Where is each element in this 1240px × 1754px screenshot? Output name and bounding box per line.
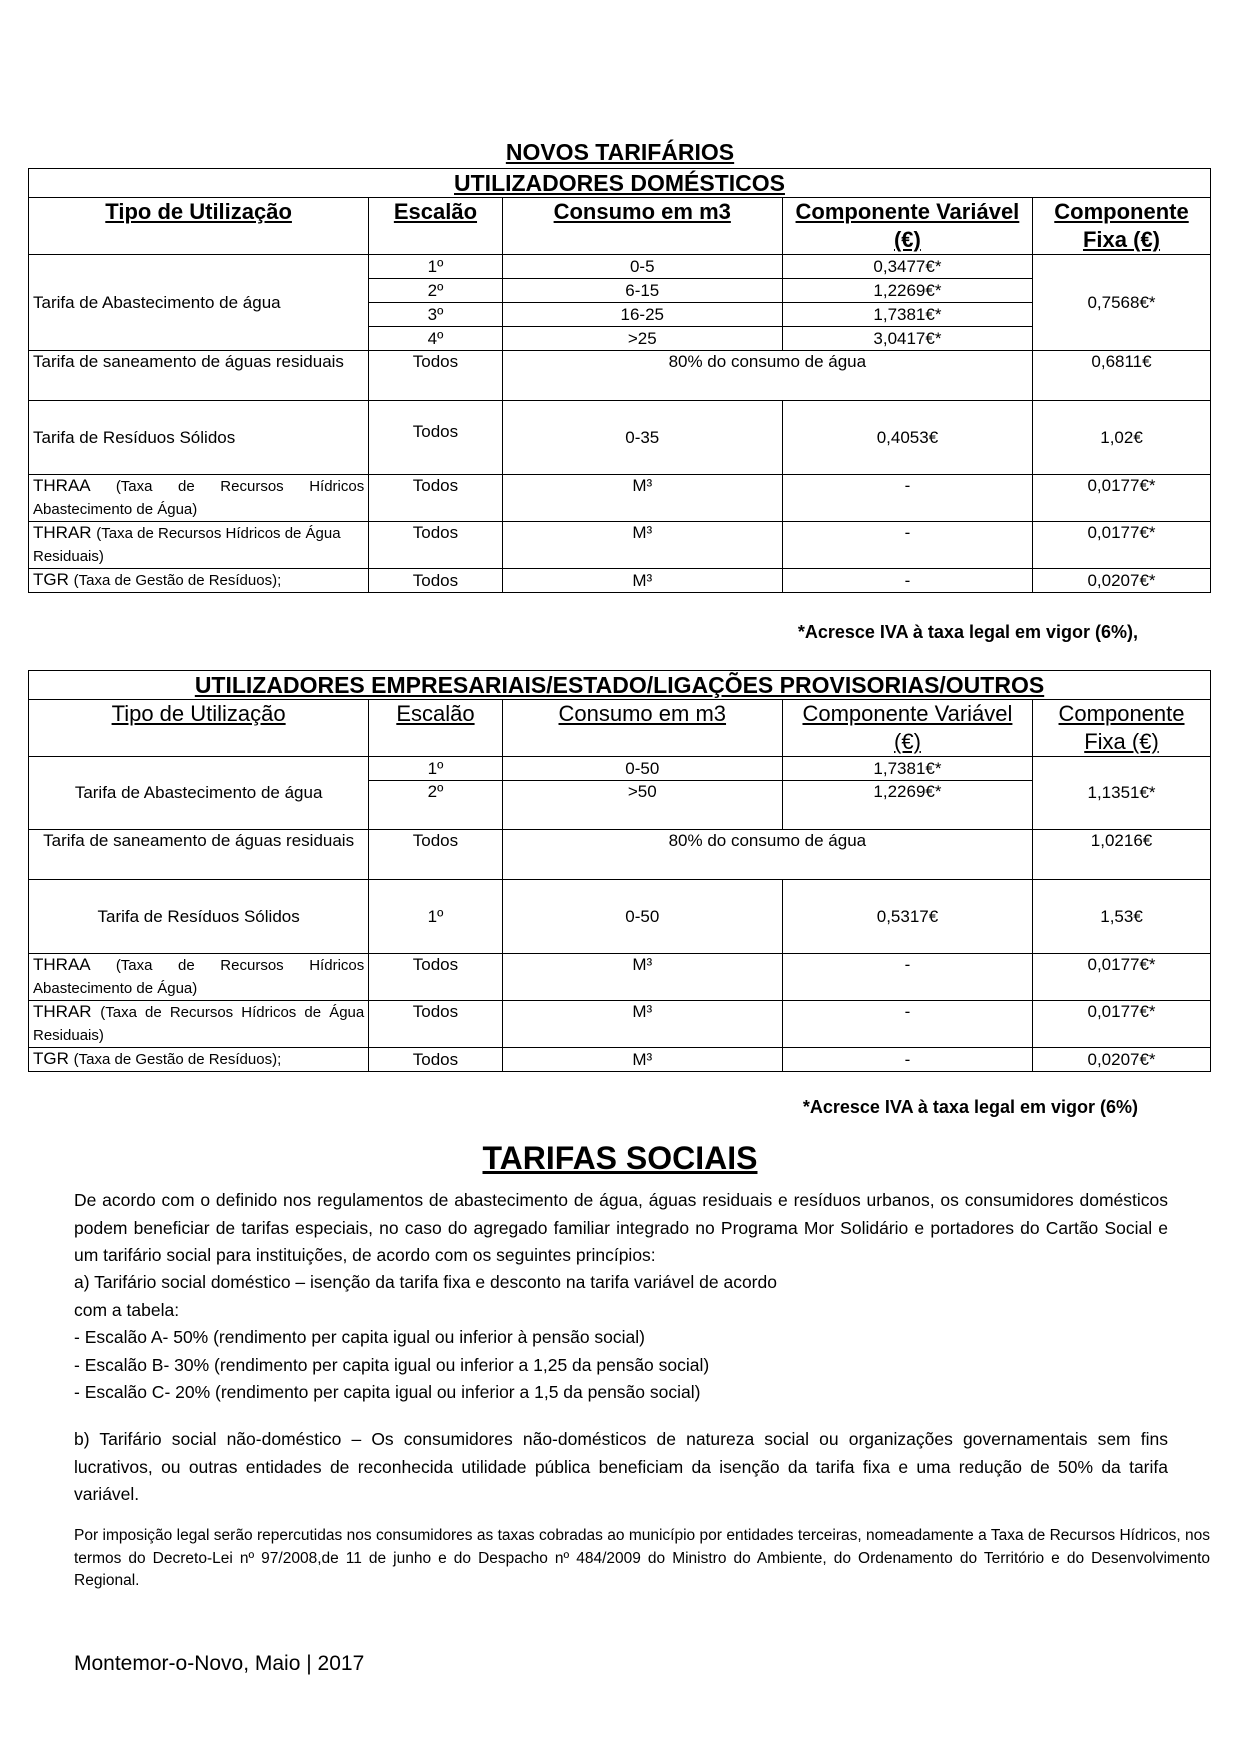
consumo-cell: 0-50 <box>502 757 782 781</box>
vat-note-domestic: *Acresce IVA à taxa legal em vigor (6%), <box>797 622 1138 642</box>
header-tipo: Tipo de Utilização <box>29 198 369 255</box>
escalao-cell: Todos <box>369 954 502 1001</box>
tgr-label <box>29 569 369 593</box>
social-tariffs-title: TARIFAS SOCIAIS <box>482 1140 758 1176</box>
consumo-cell: 0-5 <box>502 255 782 279</box>
solid-waste-label: Tarifa de Resíduos Sólidos <box>29 401 369 475</box>
fixa-cell: 1,0216€ <box>1033 830 1211 880</box>
solid-waste-label: Tarifa de Resíduos Sólidos <box>29 880 369 954</box>
thraa-detail: (Taxa de Recursos Hídricos Abastecimento de Água) <box>33 478 365 518</box>
social-non-domestic-paragraph: b) Tarifário social não-doméstico – Os consumidores não-domésticos de natureza social ou organizações governamentais sem fins lucrativos, ou outras entidades de reconhecida utilidade pública beneficiam da isenção da tarifa fixa e uma redução de 50% da tarifa variável. <box>74 1429 1168 1504</box>
variavel-cell: - <box>782 569 1032 593</box>
escalao-cell: Todos <box>369 830 502 880</box>
fixa-cell: 1,53€ <box>1033 880 1211 954</box>
consumo-cell: >50 <box>502 781 782 830</box>
item-a-line1: a) Tarifário social doméstico – isenção da tarifa fixa e desconto na tarifa variável de acordo <box>74 1272 777 1292</box>
header-variavel: Componente Variável (€) <box>782 198 1032 255</box>
escalao-cell: Todos <box>369 475 502 522</box>
fixa-cell: 0,0177€* <box>1033 475 1211 522</box>
fixa-cell: 0,0177€* <box>1033 1001 1211 1048</box>
escalao-cell: 2º <box>369 279 502 303</box>
vat-note-business: *Acresce IVA à taxa legal em vigor (6%) <box>802 1097 1138 1117</box>
fixa-cell: 0,0207€* <box>1033 569 1211 593</box>
escalao-cell: Todos <box>369 1048 502 1072</box>
table-row <box>29 1048 1211 1072</box>
header-tipo: Tipo de Utilização <box>29 700 369 757</box>
table-row <box>29 401 1211 475</box>
variavel-cell: 1,7381€* <box>782 303 1032 327</box>
water-supply-label: Tarifa de Abastecimento de água <box>29 255 369 351</box>
business-section-title: UTILIZADORES EMPRESARIAIS/ESTADO/LIGAÇÕES PROVISORIAS/OUTROS <box>29 671 1211 700</box>
header-escalao: Escalão <box>369 198 502 255</box>
thraa-code: THRAA <box>33 955 90 974</box>
variavel-cell: - <box>782 1001 1032 1048</box>
thrar-label <box>29 1001 369 1048</box>
consumo-cell: 0-35 <box>502 401 782 475</box>
consumo-cell: 80% do consumo de água <box>502 351 1032 401</box>
escalao-c-line: - Escalão C- 20% (rendimento per capita igual ou inferior a 1,5 da pensão social) <box>74 1382 701 1402</box>
item-a-line2: com a tabela: <box>74 1299 180 1320</box>
footer-place-date: Montemor-o-Novo, Maio | 2017 <box>74 1652 365 1675</box>
table-row <box>29 1001 1211 1048</box>
consumo-cell: M³ <box>502 1001 782 1048</box>
fixa-cell: 0,0207€* <box>1033 1048 1211 1072</box>
variavel-cell: - <box>782 954 1032 1001</box>
escalao-cell: 1º <box>369 255 502 279</box>
header-fixa: Componente Fixa (€) <box>1033 198 1211 255</box>
variavel-cell: 0,5317€ <box>782 880 1032 954</box>
water-supply-label: Tarifa de Abastecimento de água <box>29 757 369 830</box>
escalao-cell: 2º <box>369 781 502 830</box>
consumo-cell: 0-50 <box>502 880 782 954</box>
consumo-cell: M³ <box>502 475 782 522</box>
table-row <box>29 954 1211 1001</box>
sanitation-label: Tarifa de saneamento de águas residuais <box>29 351 369 401</box>
variavel-cell: 1,2269€* <box>782 279 1032 303</box>
table-row <box>29 880 1211 954</box>
variavel-cell: 1,2269€* <box>782 781 1032 830</box>
consumo-cell: 80% do consumo de água <box>502 830 1032 880</box>
domestic-section-title: UTILIZADORES DOMÉSTICOS <box>29 169 1211 198</box>
social-domestic-block <box>74 1269 1168 1407</box>
thraa-label <box>29 475 369 522</box>
variavel-cell: 3,0417€* <box>782 327 1032 351</box>
escalao-cell: 1º <box>369 880 502 954</box>
thrar-label <box>29 522 369 569</box>
tgr-code: TGR <box>33 1049 69 1068</box>
tgr-label <box>29 1048 369 1072</box>
escalao-cell: 4º <box>369 327 502 351</box>
thrar-detail: (Taxa de Recursos Hídricos de Água Residuais) <box>33 1004 365 1044</box>
domestic-tariff-table <box>28 168 1211 593</box>
header-consumo: Consumo em m3 <box>502 198 782 255</box>
escalao-cell: Todos <box>369 351 502 401</box>
escalao-cell: Todos <box>369 1001 502 1048</box>
social-intro-paragraph: De acordo com o definido nos regulamentos de abastecimento de água, águas residuais e resíduos urbanos, os consumidores domésticos podem beneficiar de tarifas especiais, no caso do agregado familiar integrado no Programa Mor Solidário e portadores do Cartão Social e um tarifário social para instituições, de acordo com os seguintes princípios: <box>74 1190 1168 1265</box>
tgr-detail: (Taxa de Gestão de Resíduos); <box>73 1051 282 1068</box>
consumo-cell: 16-25 <box>502 303 782 327</box>
escalao-cell: Todos <box>369 401 502 475</box>
fixa-cell: 1,02€ <box>1033 401 1211 475</box>
variavel-cell: - <box>782 522 1032 569</box>
thrar-detail: (Taxa de Recursos Hídricos de Água Residuais) <box>33 525 341 565</box>
header-fixa: Componente Fixa (€) <box>1033 700 1211 757</box>
escalao-cell: Todos <box>369 522 502 569</box>
fixa-cell: 0,6811€ <box>1033 351 1211 401</box>
table-row <box>29 522 1211 569</box>
header-variavel: Componente Variável (€) <box>782 700 1032 757</box>
consumo-cell: 6-15 <box>502 279 782 303</box>
main-title: NOVOS TARIFÁRIOS <box>505 139 735 165</box>
escalao-b-line: - Escalão B- 30% (rendimento per capita igual ou inferior a 1,25 da pensão social) <box>74 1354 710 1375</box>
variavel-cell: 0,4053€ <box>782 401 1032 475</box>
consumo-cell: >25 <box>502 327 782 351</box>
table-row <box>29 830 1211 880</box>
fixa-cell: 0,0177€* <box>1033 522 1211 569</box>
fixa-cell: 1,1351€* <box>1033 757 1211 830</box>
table-row <box>29 475 1211 522</box>
business-tariff-table <box>28 670 1211 1072</box>
fixa-cell: 0,7568€* <box>1033 255 1211 351</box>
escalao-cell: 1º <box>369 757 502 781</box>
legal-notice: Por imposição legal serão repercutidas nos consumidores as taxas cobradas ao município por entidades terceiras, nomeadamente a Taxa de Recursos Hídricos, nos termos do Decreto-Lei nº 97/2008,de 11 de junho e do Despacho nº 484/2009 do Ministro do Ambiente, do Ordenamento do Território e do Desenvolvimento Regional. <box>74 1527 1210 1589</box>
thrar-code: THRAR <box>33 1002 92 1021</box>
header-consumo: Consumo em m3 <box>502 700 782 757</box>
table-row <box>29 255 1211 279</box>
variavel-cell: - <box>782 1048 1032 1072</box>
variavel-cell: 0,3477€* <box>782 255 1032 279</box>
escalao-a-line: - Escalão A- 50% (rendimento per capita igual ou inferior à pensão social) <box>74 1327 646 1347</box>
thraa-label <box>29 954 369 1001</box>
escalao-cell: 3º <box>369 303 502 327</box>
escalao-cell: Todos <box>369 569 502 593</box>
tgr-code: TGR <box>33 570 69 589</box>
fixa-cell: 0,0177€* <box>1033 954 1211 1001</box>
table-row <box>29 569 1211 593</box>
tgr-detail: (Taxa de Gestão de Resíduos); <box>73 572 282 589</box>
thraa-code: THRAA <box>33 476 90 495</box>
consumo-cell: M³ <box>502 1048 782 1072</box>
table-row <box>29 351 1211 401</box>
consumo-cell: M³ <box>502 569 782 593</box>
consumo-cell: M³ <box>502 954 782 1001</box>
sanitation-label: Tarifa de saneamento de águas residuais <box>29 830 369 880</box>
thraa-detail: (Taxa de Recursos Hídricos Abastecimento de Água) <box>33 957 365 997</box>
variavel-cell: - <box>782 475 1032 522</box>
thrar-code: THRAR <box>33 523 92 542</box>
header-escalao: Escalão <box>369 700 502 757</box>
consumo-cell: M³ <box>502 522 782 569</box>
table-row <box>29 757 1211 781</box>
variavel-cell: 1,7381€* <box>782 757 1032 781</box>
